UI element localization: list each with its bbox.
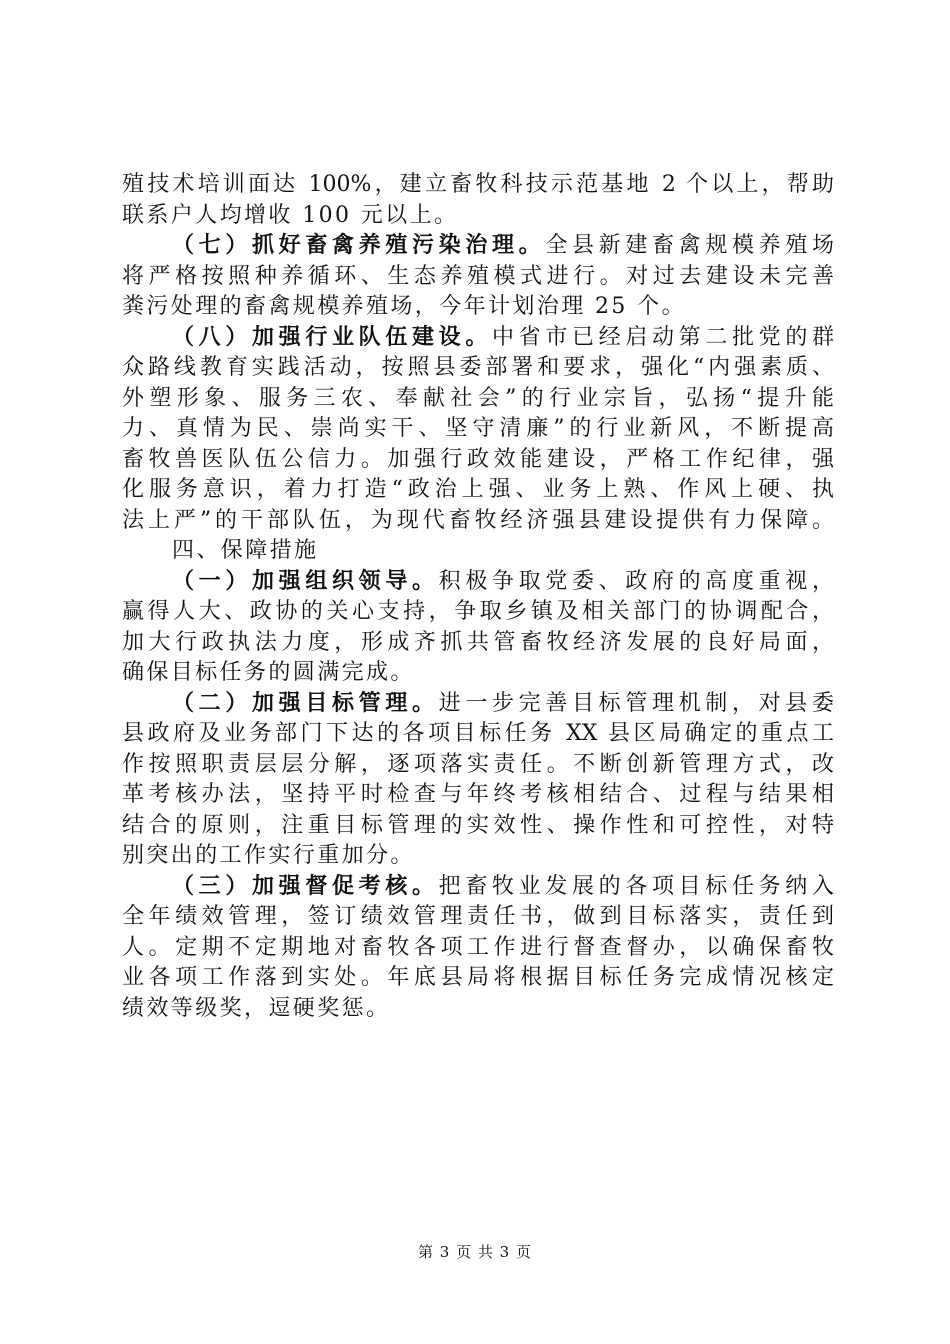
text-line: 殖技术培训面达 100%，建立畜牧科技示范基地 2 个以上，帮助 bbox=[122, 172, 834, 197]
text-line: 业各项工作落到实处。年底县局将根据目标任务完成情况核定 bbox=[122, 965, 834, 990]
text-line: 众路线教育实践活动，按照县委部署和要求，强化“内强素质、 bbox=[122, 355, 834, 380]
section-heading-line: （八）加强行业队伍建设。中省市已经启动第二批党的群 bbox=[172, 324, 834, 350]
text-line: 将严格按照种养循环、生态养殖模式进行。对过去建设未完善 bbox=[122, 263, 834, 289]
section-heading-line: （一）加强组织领导。积极争取党委、政府的高度重视， bbox=[172, 568, 834, 594]
text-line: 全年绩效管理，签订绩效管理责任书，做到目标落实，责任到 bbox=[122, 904, 834, 929]
text-line: 县政府及业务部门下达的各项目标任务 XX 县区局确定的重点工 bbox=[122, 721, 835, 746]
chapter-heading: 四、保障措施 bbox=[172, 538, 319, 563]
section-heading: （三）加强督促考核。 bbox=[172, 873, 439, 899]
text-line: 化服务意识，着力打造“政治上强、业务上熟、作风上硬、执 bbox=[122, 477, 834, 502]
page-footer: 第 3 页 共 3 页 bbox=[418, 1243, 532, 1261]
text-line: 畜牧兽医队伍公信力。加强行政效能建设，严格工作纪律，强 bbox=[122, 446, 834, 472]
text-line: 加大行政执法力度，形成齐抓共管畜牧经济发展的良好局面， bbox=[122, 629, 834, 655]
section-heading-line: （二）加强目标管理。进一步完善目标管理机制，对县委 bbox=[172, 690, 834, 716]
section-heading-line: （七）抓好畜禽养殖污染治理。全县新建畜禽规模养殖场 bbox=[172, 233, 834, 258]
text-line: 作按照职责层层分解，逐项落实责任。不断创新管理方式，改 bbox=[122, 751, 834, 777]
text-line: 法上严”的干部队伍，为现代畜牧经济强县建设提供有力保障。 bbox=[122, 507, 834, 533]
section-heading: （一）加强组织领导。 bbox=[172, 568, 439, 594]
text-line: 绩效等级奖，逗硬奖惩。 bbox=[122, 995, 391, 1021]
text-line: 赢得人大、政协的关心支持，争取乡镇及相关部门的协调配合， bbox=[122, 599, 834, 624]
text-line: 结合的原则，注重目标管理的实效性、操作性和可控性，对特 bbox=[122, 812, 834, 838]
text-line: 联系户人均增收 100 元以上。 bbox=[122, 202, 459, 228]
section-heading: （八）加强行业队伍建设。 bbox=[172, 324, 492, 350]
text-line: 外塑形象、服务三农、奉献社会”的行业宗旨，弘扬“提升能 bbox=[122, 385, 834, 411]
section-heading: （二）加强目标管理。 bbox=[172, 690, 439, 716]
section-heading-line: （三）加强督促考核。把畜牧业发展的各项目标任务纳入 bbox=[172, 873, 834, 899]
text-line: 粪污处理的畜禽规模养殖场，今年计划治理 25 个。 bbox=[122, 294, 686, 319]
text-line: 力、真情为民、崇尚实干、坚守清廉”的行业新风，不断提高 bbox=[122, 416, 834, 441]
text-line: 革考核办法，坚持平时检查与年终考核相结合、过程与结果相 bbox=[122, 782, 834, 807]
text-line: 确保目标任务的圆满完成。 bbox=[122, 660, 415, 685]
section-heading: （七）抓好畜禽养殖污染治理。 bbox=[172, 233, 546, 258]
text-line: 别突出的工作实行重加分。 bbox=[122, 843, 415, 868]
text-line: 人。定期不定期地对畜牧各项工作进行督查督办，以确保畜牧 bbox=[122, 934, 834, 960]
document-body bbox=[122, 170, 834, 1024]
